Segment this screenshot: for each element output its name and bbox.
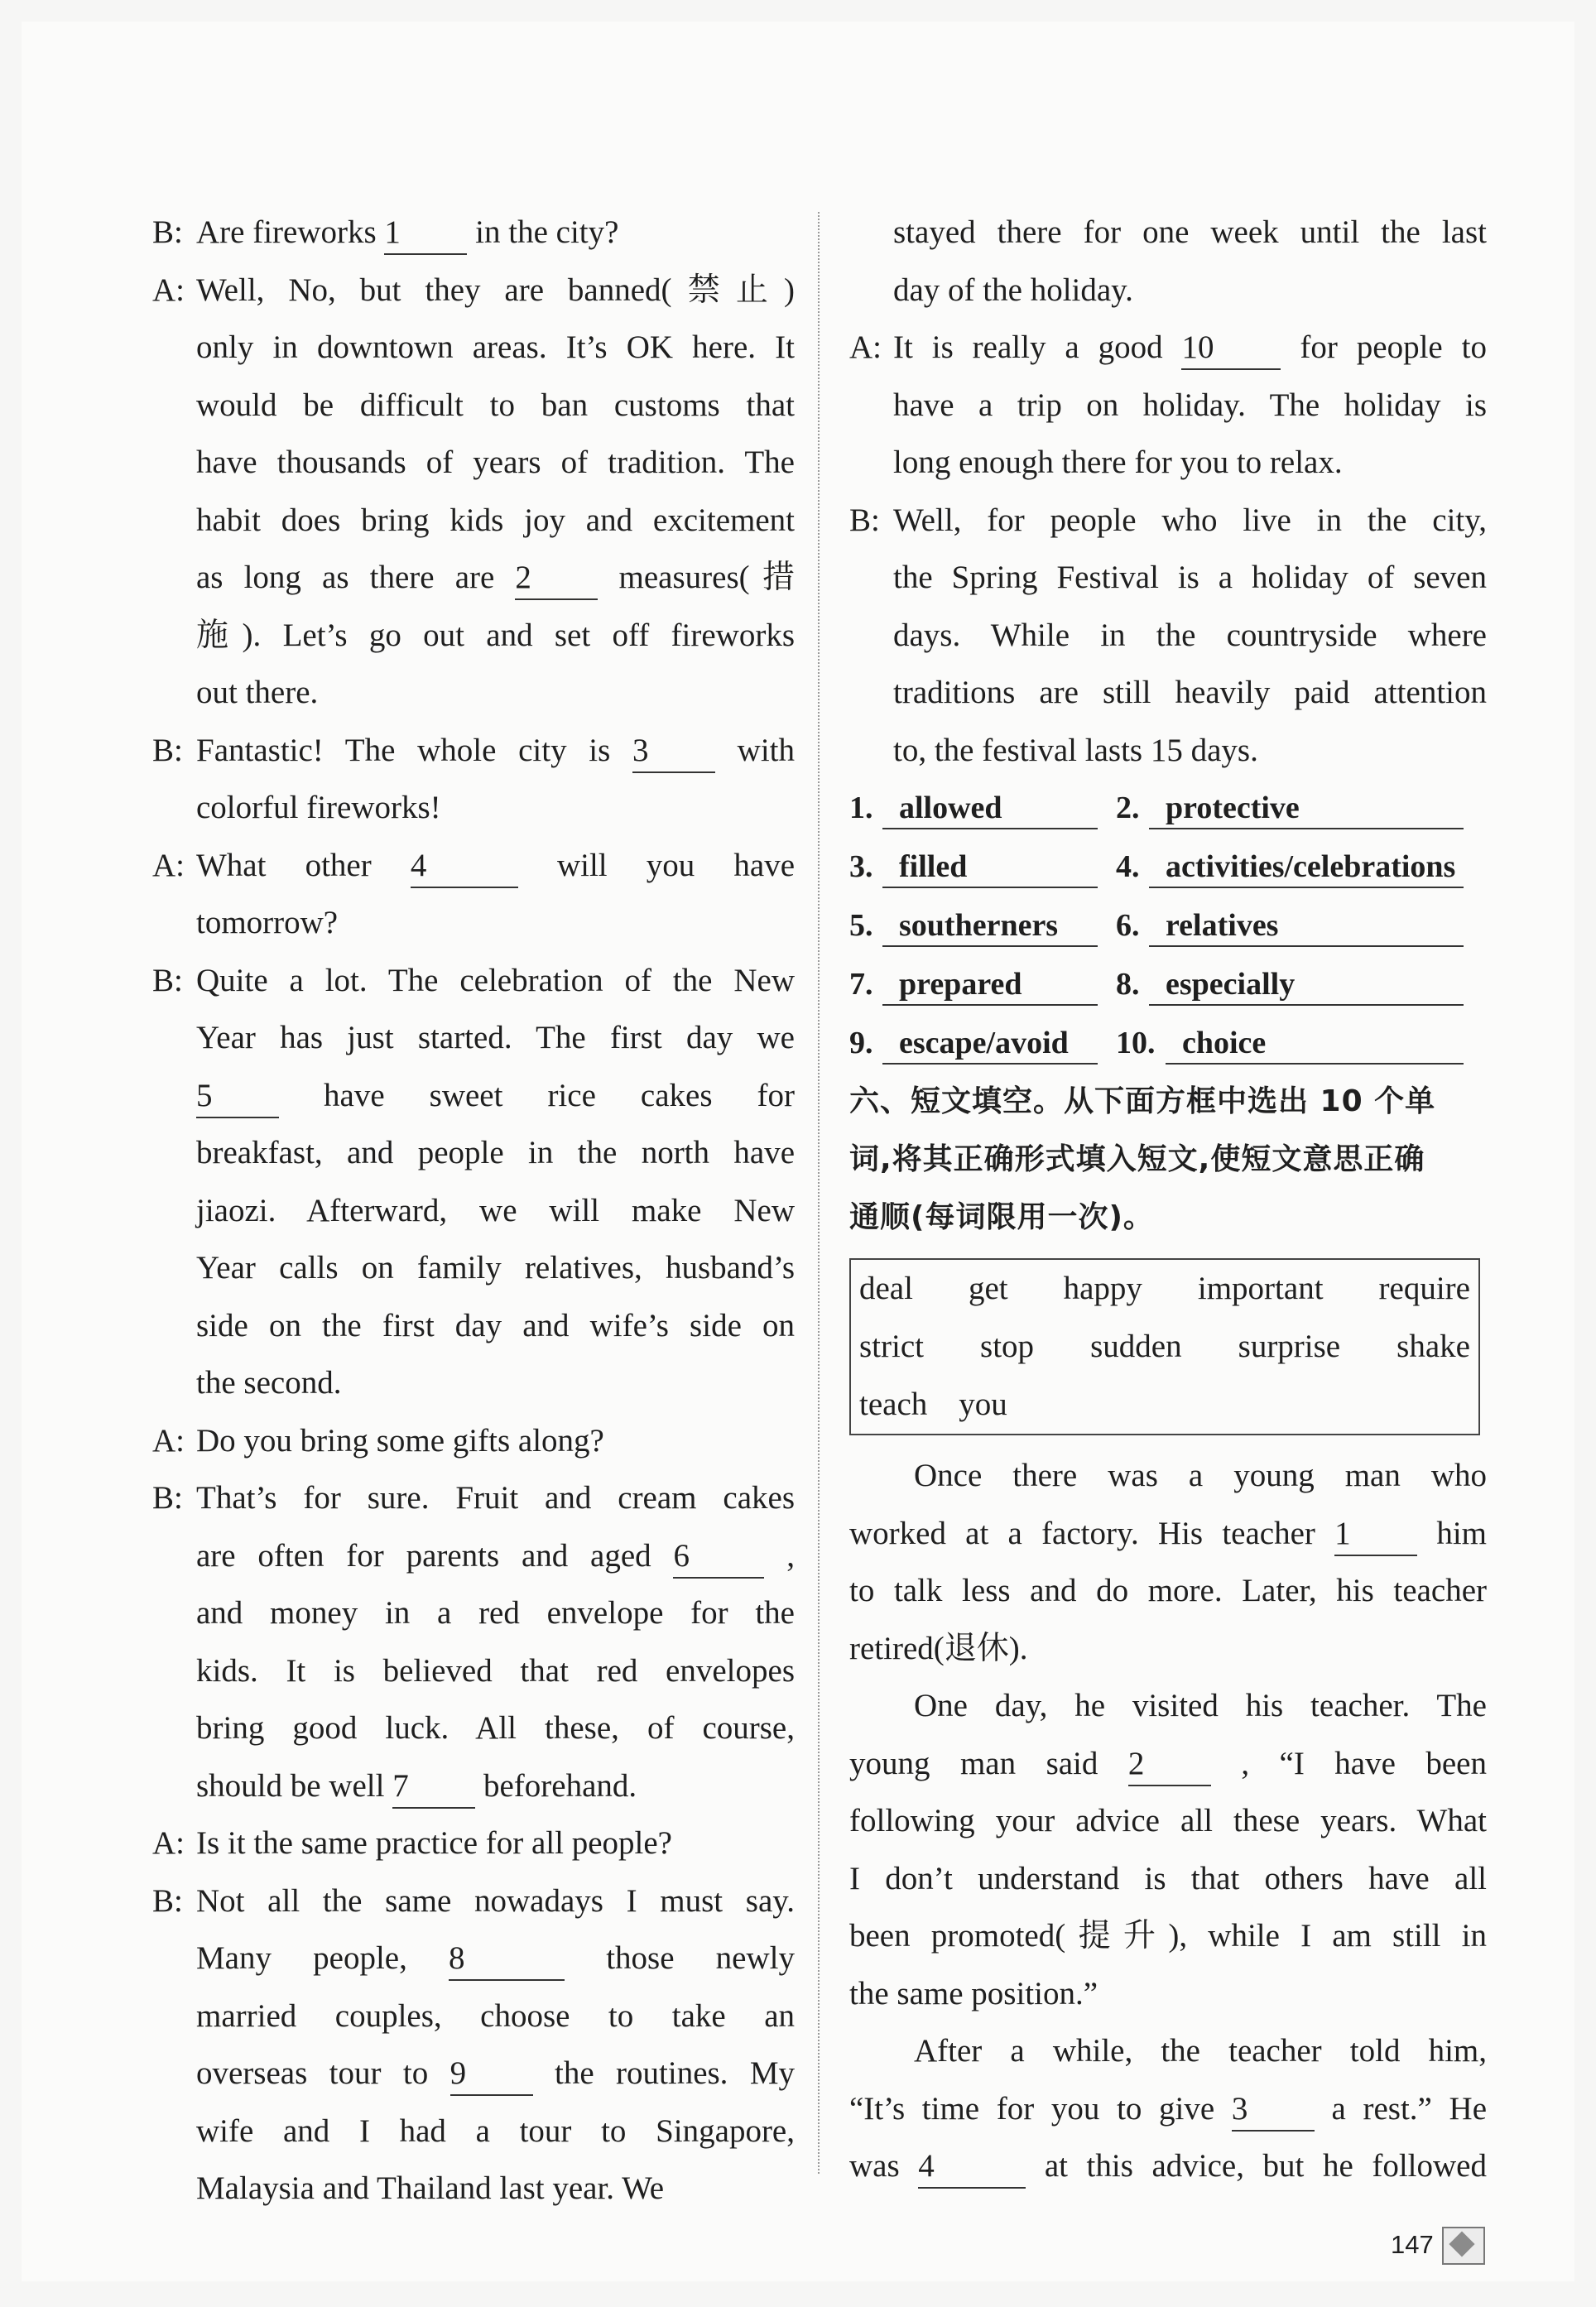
speaker-label: B: (849, 502, 880, 538)
text-line: I don’t understand is that others have all (849, 1860, 1487, 1896)
answer-text: relatives (1149, 906, 1464, 947)
text-line: was 4 at this advice, but he followed (849, 2137, 1487, 2195)
answer-number: 6. (1116, 908, 1140, 943)
answer-row (849, 896, 1487, 955)
text-line: have a trip on holiday. The holiday is (893, 387, 1487, 423)
text-line: Well, No, but they are banned(禁止) (196, 272, 795, 308)
text-line: Once there was a young man who (914, 1458, 1487, 1493)
text-line: worked at a factory. His teacher 1 him (849, 1505, 1487, 1563)
text-line: and money in a red envelope for the (196, 1595, 795, 1631)
word-box (849, 1258, 1480, 1435)
word-option: surprise (1238, 1329, 1341, 1364)
answer-number: 5. (849, 908, 873, 943)
text-line: 5 have sweet rice cakes for (196, 1067, 795, 1125)
section-heading (849, 1073, 1487, 1247)
text-line: should be well 7 beforehand. (196, 1757, 795, 1815)
answer-blank: 4 (411, 845, 518, 888)
word-option: strict (859, 1329, 924, 1364)
answer-text: prepared (882, 964, 1098, 1006)
answer-text: allowed (882, 788, 1098, 829)
text-line: following your advice all these years. What (849, 1803, 1487, 1838)
text-line: been promoted(提升), while I am still in (849, 1918, 1487, 1954)
workbook-page (22, 22, 1574, 2281)
dialogue-turn (152, 204, 795, 262)
word-option: teach (859, 1387, 928, 1422)
text-line: the same position.” (849, 1975, 1098, 2011)
answer-blank: 7 (392, 1766, 475, 1809)
text-line: to, the festival lasts 15 days. (893, 732, 1258, 768)
heading-line: 通顺(每词限用一次)。 (849, 1200, 1154, 1234)
text-line: would be difficult to ban customs that (196, 387, 795, 423)
answer-text: choice (1166, 1023, 1464, 1065)
text-line: 施). Let’s go out and set off fireworks (196, 617, 795, 653)
answer-item (849, 1014, 1116, 1073)
passage-paragraph (849, 1677, 1487, 2022)
answer-item (849, 838, 1116, 896)
speaker-label: A: (152, 1422, 185, 1459)
heading-line: 词,将其正确形式填入短文,使短文意思正确 (849, 1142, 1425, 1176)
answer-number: 1. (849, 791, 873, 825)
text-line: jiaozi. Afterward, we will make New (196, 1192, 795, 1228)
text-line: habit does bring kids joy and excitement (196, 502, 795, 538)
speaker-label: B: (152, 1480, 183, 1516)
answer-number: 3. (849, 849, 873, 884)
word-option: deal (859, 1271, 913, 1306)
text-line: One day, he visited his teacher. The (914, 1688, 1487, 1723)
heading-line: 六、短文填空。从下面方框中选出 10 个单 (849, 1084, 1436, 1118)
speaker-label: B: (152, 214, 183, 250)
answer-blank: 3 (632, 730, 715, 773)
text-line: Are fireworks 1 in the city? (196, 204, 795, 262)
answer-number: 4. (1116, 849, 1140, 884)
text-line: side on the first day and wife’s side on (196, 1307, 795, 1343)
word-box-row (859, 1260, 1470, 1318)
answer-blank: 6 (673, 1536, 764, 1579)
text-line: to talk less and do more. Later, his teacher (849, 1573, 1487, 1608)
speaker-label: B: (152, 1882, 183, 1919)
speaker-label: A: (849, 329, 882, 365)
column-divider (818, 212, 820, 2174)
speaker-label: A: (152, 1825, 185, 1861)
answer-blank: 1 (1334, 1513, 1417, 1556)
text-line: are often for parents and aged 6 , (196, 1527, 795, 1585)
answer-blank: 2 (515, 557, 598, 600)
text-line: out there. (196, 675, 319, 710)
dialogue-turn (152, 952, 795, 1412)
text-line: Quite a lot. The celebration of the New (196, 962, 795, 998)
speaker-label: B: (152, 962, 183, 998)
answer-blank: 10 (1181, 327, 1281, 370)
answer-number: 7. (849, 967, 873, 1002)
text-line: colorful fireworks! (196, 790, 441, 825)
left-column (152, 204, 795, 2218)
answer-item (849, 896, 1116, 955)
text-line: traditions are still heavily paid attention (893, 675, 1487, 710)
answer-item (1116, 955, 1487, 1014)
answer-row (849, 955, 1487, 1014)
text-line: the Spring Festival is a holiday of seven (893, 560, 1487, 595)
text-line: the second. (196, 1365, 342, 1401)
right-column (849, 204, 1487, 2195)
answer-item (849, 955, 1116, 1014)
answer-blank: 4 (918, 2146, 1026, 2189)
dialogue-turn (849, 492, 1487, 780)
text-line: stayed there for one week until the last (893, 214, 1487, 250)
answer-item (849, 779, 1116, 838)
answer-number: 10. (1116, 1026, 1156, 1060)
text-line: That’s for sure. Fruit and cream cakes (196, 1480, 795, 1516)
text-line: married couples, choose to take an (196, 1997, 795, 2034)
text-line: kids. It is believed that red envelopes (196, 1652, 795, 1689)
text-line: tomorrow? (196, 905, 339, 940)
passage-paragraph (849, 1447, 1487, 1677)
dialogue-turn (152, 837, 795, 952)
answer-blank: 5 (196, 1075, 279, 1118)
dialogue-turn (849, 204, 1487, 319)
answer-blank: 2 (1128, 1743, 1211, 1786)
text-line: Year calls on family relatives, husband’s (196, 1250, 795, 1286)
answer-row (849, 838, 1487, 896)
word-option: important (1197, 1271, 1324, 1306)
answer-text: protective (1149, 788, 1464, 829)
answer-number: 2. (1116, 791, 1140, 825)
answer-item (1116, 838, 1487, 896)
text-line: bring good luck. All these, of course, (196, 1710, 795, 1746)
dialogue-turn (152, 1814, 795, 1872)
answer-item (1116, 779, 1487, 838)
text-line: Well, for people who live in the city, (893, 502, 1487, 538)
answer-blank: 3 (1232, 2088, 1315, 2132)
answer-text: especially (1149, 964, 1464, 1006)
text-line: Not all the same nowadays I must say. (196, 1882, 795, 1919)
answer-text: escape/avoid (882, 1023, 1098, 1065)
answer-text: activities/celebrations (1149, 847, 1464, 888)
answer-key (849, 779, 1487, 1073)
diamond-icon (1442, 2227, 1485, 2265)
word-option: happy (1063, 1271, 1142, 1306)
speaker-label: B: (152, 732, 183, 768)
answer-number: 9. (849, 1026, 873, 1060)
speaker-label: A: (152, 847, 185, 883)
text-line: have thousands of years of tradition. The (196, 445, 795, 480)
answer-item (1116, 896, 1487, 955)
word-option: sudden (1090, 1329, 1182, 1364)
word-option: you (959, 1387, 1007, 1422)
text-line: Year has just started. The first day we (196, 1020, 795, 1055)
text-line: “It’s time for you to give 3 a rest.” He (849, 2080, 1487, 2138)
text-line: What other 4 will you have (196, 837, 795, 895)
text-line: After a while, the teacher told him, (914, 2033, 1487, 2069)
text-line: breakfast, and people in the north have (196, 1135, 795, 1170)
answer-blank: 1 (384, 212, 467, 255)
text-line: Many people, 8 those newly (196, 1930, 795, 1987)
answer-blank: 8 (449, 1938, 565, 1981)
dialogue-continued (849, 204, 1487, 779)
page-number: 147 (1391, 2230, 1434, 2259)
answer-number: 8. (1116, 967, 1140, 1002)
text-line: as long as there are 2 measures(措 (196, 549, 795, 607)
text-line: young man said 2 , “I have been (849, 1735, 1487, 1793)
answer-blank: 9 (450, 2053, 533, 2096)
dialogue-turn (152, 262, 795, 722)
text-line: only in downtown areas. It’s OK here. It (196, 329, 795, 365)
word-box-row (859, 1376, 1470, 1434)
answer-item (1116, 1014, 1487, 1073)
dialogue-turn (152, 1469, 795, 1814)
text-line: wife and I had a tour to Singapore, (196, 2112, 795, 2149)
word-option: require (1378, 1271, 1470, 1306)
dialogue-turn (152, 1872, 795, 2218)
text-line: Is it the same practice for all people? (196, 1825, 672, 1861)
text-line: days. While in the countryside where (893, 617, 1487, 653)
word-option: get (968, 1271, 1008, 1306)
text-line: Do you bring some gifts along? (196, 1422, 604, 1459)
text-line: Malaysia and Thailand last year. We (196, 2170, 665, 2206)
passage-paragraph (849, 2022, 1487, 2195)
text-line: Fantastic! The whole city is 3 with (196, 722, 795, 780)
speaker-label: A: (152, 272, 185, 308)
word-option: stop (980, 1329, 1035, 1364)
word-box-row (859, 1318, 1470, 1376)
cloze-passage (849, 1447, 1487, 2195)
dialogue-turn (152, 1412, 795, 1470)
dialogue-turn (152, 722, 795, 837)
answer-row (849, 1014, 1487, 1073)
dialogue-turn (849, 319, 1487, 492)
answer-row (849, 779, 1487, 838)
word-option: shake (1396, 1329, 1470, 1364)
answer-text: filled (882, 847, 1098, 888)
text-line: It is really a good 10 for people to (893, 319, 1487, 377)
text-line: long enough there for you to relax. (893, 445, 1343, 480)
text-line: overseas tour to 9 the routines. My (196, 2045, 795, 2103)
text-line: day of the holiday. (893, 272, 1133, 308)
text-line: retired(退休). (849, 1630, 1028, 1666)
answer-text: southerners (882, 906, 1098, 947)
